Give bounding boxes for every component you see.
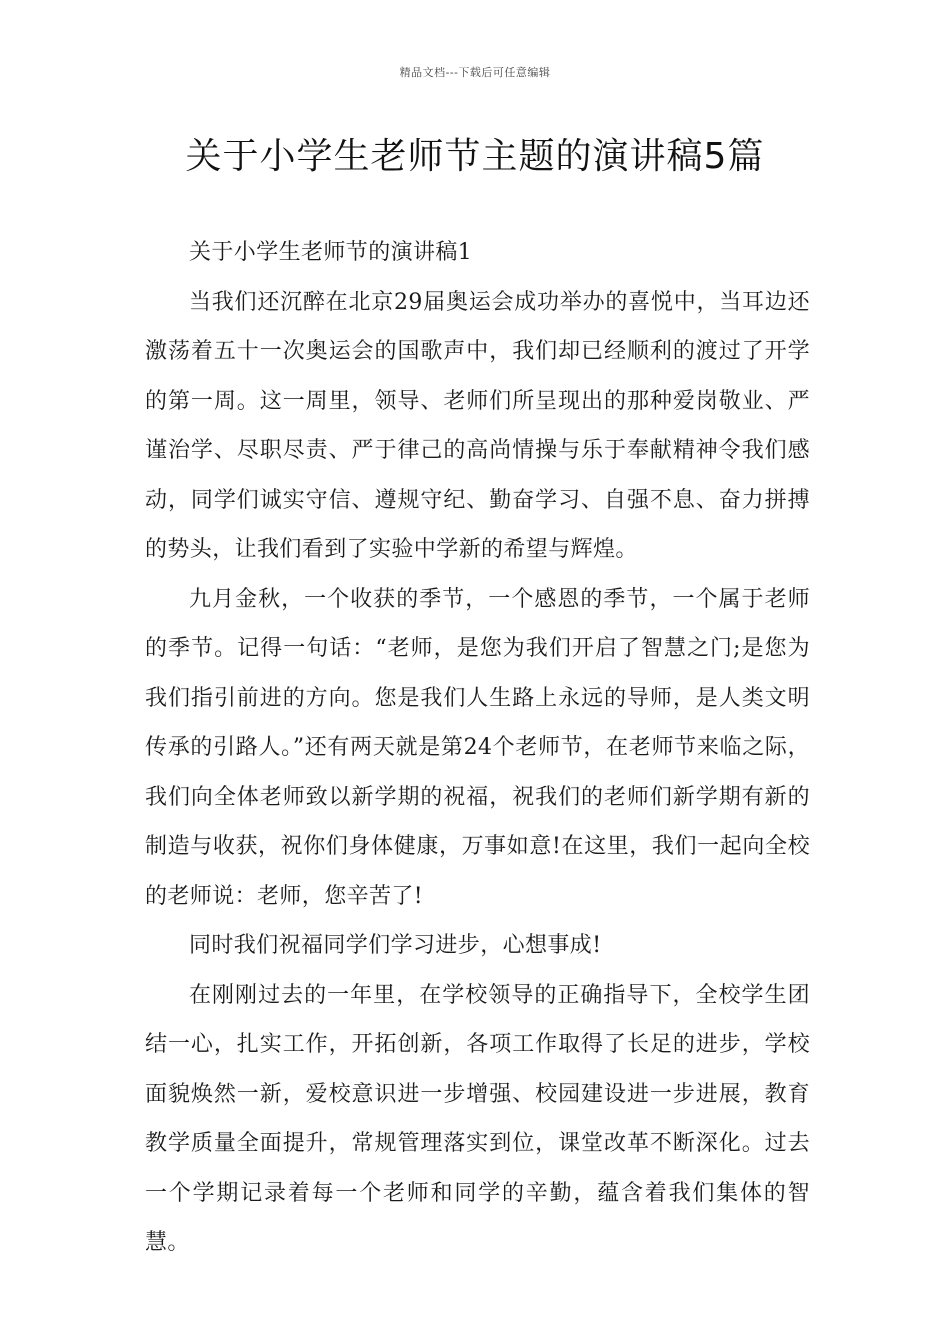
paragraph-subtitle: 关于小学生老师节的演讲稿1 (189, 240, 473, 265)
document-body (145, 228, 810, 1268)
paragraph: 在刚刚过去的一年里，在学校领导的正确指导下，全校学生团结一心，扎实工作，开拓创新，各项工作取得了长足的进步，学校面貌焕然一新，爱校意识进一步增强、校园建设进一步进展，教育教学质量全面提升，常规管理落实到位，课堂改革不断深化。过去一个学期记录着每一个老师和同学的辛勤，蕴含着我们集体的智慧。 (145, 982, 810, 1255)
paragraph: 当我们还沉醉在北京29届奥运会成功举办的喜悦中，当耳边还激荡着五十一次奥运会的国歌声中，我们却已经顺利的渡过了开学的第一周。这一周里，领导、老师们所呈现出的那种爱岗敬业、严谨治学、尽职尽责、严于律己的高尚情操与乐于奉献精神令我们感动，同学们诚实守信、遵规守纪、勤奋学习、自强不息、奋力拼搏的势头，让我们看到了实验中学新的希望与辉煌。 (145, 289, 810, 562)
paragraph: 九月金秋，一个收获的季节，一个感恩的季节，一个属于老师的季节。记得一句话：“老师，是您为我们开启了智慧之门;是您为我们指引前进的方向。您是我们人生路上永远的导师，是人类文明传承的引路人。”还有两天就是第24个老师节，在老师节来临之际，我们向全体老师致以新学期的祝福，祝我们的老师们新学期有新的制造与收获，祝你们身体健康，万事如意!在这里，我们一起向全校的老师说：老师，您辛苦了! (145, 586, 810, 909)
header-note: 精品文档---下载后可任意编辑 (399, 66, 551, 79)
document-title: 关于小学生老师节主题的演讲稿5篇 (185, 136, 765, 177)
paragraph: 同时我们祝福同学们学习进步，心想事成! (189, 933, 602, 958)
